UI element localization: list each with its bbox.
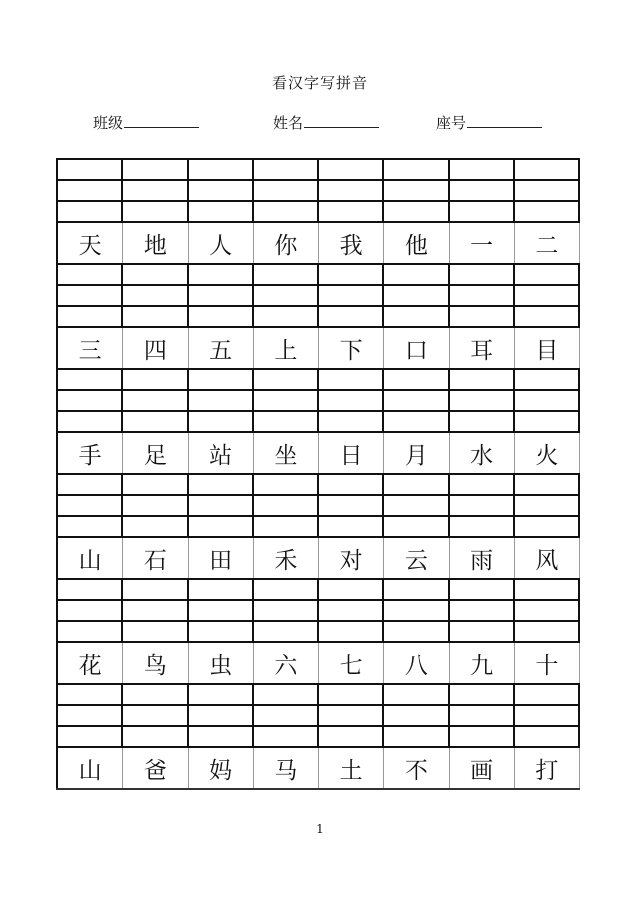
character-cell: 目 (514, 328, 580, 368)
pinyin-cell[interactable] (513, 496, 580, 515)
pinyin-cell[interactable] (513, 685, 580, 704)
character-cell: 地 (122, 223, 187, 263)
pinyin-cell[interactable] (513, 370, 580, 389)
character-cell: 禾 (253, 538, 318, 578)
character-cell: 上 (253, 328, 318, 368)
character-cell: 下 (318, 328, 383, 368)
pinyin-cell[interactable] (56, 160, 121, 179)
pinyin-row (56, 599, 580, 620)
character-cell: 山 (56, 748, 122, 788)
pinyin-cell[interactable] (317, 685, 382, 704)
name-field (273, 112, 379, 133)
pinyin-cell[interactable] (187, 286, 252, 305)
pinyin-cell[interactable] (121, 265, 186, 284)
pinyin-row (56, 389, 580, 410)
pinyin-cell[interactable] (252, 391, 317, 410)
character-cell: 我 (318, 223, 383, 263)
character-cell: 坐 (253, 433, 318, 473)
pinyin-row (56, 683, 580, 704)
pinyin-cell[interactable] (187, 181, 252, 200)
pinyin-cell[interactable] (187, 685, 252, 704)
pinyin-cell[interactable] (317, 181, 382, 200)
pinyin-cell[interactable] (448, 727, 513, 746)
pinyin-cell[interactable] (252, 496, 317, 515)
pinyin-cell[interactable] (513, 391, 580, 410)
pinyin-cell[interactable] (121, 622, 186, 641)
character-cell: 四 (122, 328, 187, 368)
pinyin-cell[interactable] (317, 160, 382, 179)
character-cell: 虫 (188, 643, 253, 683)
character-cell: 对 (318, 538, 383, 578)
pinyin-cell[interactable] (513, 412, 580, 431)
pinyin-cell[interactable] (513, 580, 580, 599)
character-row (56, 326, 580, 368)
name-blank[interactable] (304, 113, 379, 128)
pinyin-cell[interactable] (56, 496, 121, 515)
pinyin-cell[interactable] (382, 202, 447, 221)
character-block (56, 158, 580, 263)
character-row (56, 431, 580, 473)
pinyin-cell[interactable] (317, 517, 382, 536)
pinyin-cell[interactable] (56, 727, 121, 746)
pinyin-cell[interactable] (252, 286, 317, 305)
pinyin-cell[interactable] (121, 286, 186, 305)
pinyin-cell[interactable] (382, 307, 447, 326)
pinyin-cell[interactable] (121, 475, 186, 494)
pinyin-cell[interactable] (187, 706, 252, 725)
pinyin-cell[interactable] (382, 580, 447, 599)
pinyin-cell[interactable] (448, 706, 513, 725)
pinyin-cell[interactable] (252, 475, 317, 494)
pinyin-cell[interactable] (56, 286, 121, 305)
pinyin-cell[interactable] (121, 580, 186, 599)
pinyin-cell[interactable] (252, 370, 317, 389)
pinyin-cell[interactable] (187, 370, 252, 389)
pinyin-cell[interactable] (56, 307, 121, 326)
character-row (56, 746, 580, 788)
pinyin-cell[interactable] (448, 622, 513, 641)
pinyin-cell[interactable] (448, 370, 513, 389)
pinyin-cell[interactable] (317, 706, 382, 725)
seat-label: 座号 (436, 114, 467, 132)
pinyin-row (56, 578, 580, 599)
character-cell: 妈 (188, 748, 253, 788)
pinyin-cell[interactable] (121, 181, 186, 200)
pinyin-cell[interactable] (187, 265, 252, 284)
pinyin-cell[interactable] (187, 307, 252, 326)
pinyin-cell[interactable] (382, 181, 447, 200)
character-cell: 足 (122, 433, 187, 473)
seat-blank[interactable] (467, 113, 542, 128)
pinyin-cell[interactable] (252, 706, 317, 725)
pinyin-cell[interactable] (121, 391, 186, 410)
pinyin-cell[interactable] (382, 391, 447, 410)
character-cell: 耳 (449, 328, 514, 368)
pinyin-cell[interactable] (252, 307, 317, 326)
pinyin-cell[interactable] (317, 601, 382, 620)
character-cell: 石 (122, 538, 187, 578)
pinyin-cell[interactable] (513, 307, 580, 326)
character-cell: 山 (56, 538, 122, 578)
pinyin-cell[interactable] (252, 412, 317, 431)
pinyin-cell[interactable] (317, 727, 382, 746)
pinyin-cell[interactable] (448, 601, 513, 620)
character-cell: 天 (56, 223, 122, 263)
pinyin-cell[interactable] (448, 160, 513, 179)
character-row (56, 536, 580, 578)
pinyin-cell[interactable] (56, 706, 121, 725)
pinyin-cell[interactable] (513, 160, 580, 179)
pinyin-cell[interactable] (121, 496, 186, 515)
pinyin-cell[interactable] (56, 580, 121, 599)
pinyin-cell[interactable] (513, 727, 580, 746)
pinyin-cell[interactable] (513, 517, 580, 536)
pinyin-cell[interactable] (252, 181, 317, 200)
character-cell: 打 (514, 748, 580, 788)
pinyin-cell[interactable] (187, 622, 252, 641)
character-cell: 三 (56, 328, 122, 368)
pinyin-cell[interactable] (56, 370, 121, 389)
character-cell: 二 (514, 223, 580, 263)
pinyin-cell[interactable] (513, 622, 580, 641)
pinyin-cell[interactable] (317, 475, 382, 494)
pinyin-grid (56, 158, 580, 790)
pinyin-cell[interactable] (187, 601, 252, 620)
pinyin-cell[interactable] (382, 370, 447, 389)
pinyin-row (56, 179, 580, 200)
character-cell: 雨 (449, 538, 514, 578)
character-row (56, 221, 580, 263)
pinyin-cell[interactable] (382, 475, 447, 494)
pinyin-row (56, 284, 580, 305)
character-cell: 七 (318, 643, 383, 683)
pinyin-cell[interactable] (56, 181, 121, 200)
class-blank[interactable] (124, 113, 199, 128)
pinyin-cell[interactable] (121, 202, 186, 221)
pinyin-cell[interactable] (448, 181, 513, 200)
pinyin-row (56, 620, 580, 641)
pinyin-cell[interactable] (56, 412, 121, 431)
pinyin-cell[interactable] (252, 580, 317, 599)
pinyin-cell[interactable] (448, 286, 513, 305)
character-cell: 他 (383, 223, 448, 263)
pinyin-cell[interactable] (513, 265, 580, 284)
pinyin-cell[interactable] (121, 370, 186, 389)
pinyin-cell[interactable] (317, 496, 382, 515)
pinyin-cell[interactable] (121, 685, 186, 704)
pinyin-row (56, 368, 580, 389)
pinyin-cell[interactable] (513, 475, 580, 494)
character-cell: 不 (383, 748, 448, 788)
pinyin-cell[interactable] (317, 202, 382, 221)
character-cell: 口 (383, 328, 448, 368)
character-cell: 风 (514, 538, 580, 578)
pinyin-cell[interactable] (382, 286, 447, 305)
pinyin-cell[interactable] (56, 685, 121, 704)
pinyin-cell[interactable] (317, 622, 382, 641)
pinyin-cell[interactable] (56, 475, 121, 494)
pinyin-cell[interactable] (382, 265, 447, 284)
pinyin-cell[interactable] (317, 370, 382, 389)
pinyin-cell[interactable] (187, 580, 252, 599)
pinyin-cell[interactable] (187, 496, 252, 515)
character-cell: 爸 (122, 748, 187, 788)
pinyin-row (56, 494, 580, 515)
pinyin-cell[interactable] (513, 181, 580, 200)
pinyin-row (56, 158, 580, 179)
class-field (93, 112, 199, 133)
character-cell: 人 (188, 223, 253, 263)
character-block (56, 473, 580, 578)
pinyin-cell[interactable] (513, 202, 580, 221)
pinyin-cell[interactable] (252, 622, 317, 641)
pinyin-row (56, 704, 580, 725)
pinyin-cell[interactable] (382, 160, 447, 179)
pinyin-cell[interactable] (56, 265, 121, 284)
character-cell: 画 (449, 748, 514, 788)
pinyin-cell[interactable] (382, 517, 447, 536)
name-label: 姓名 (273, 114, 304, 132)
pinyin-cell[interactable] (382, 601, 447, 620)
pinyin-cell[interactable] (448, 475, 513, 494)
character-cell: 你 (253, 223, 318, 263)
pinyin-cell[interactable] (513, 706, 580, 725)
pinyin-cell[interactable] (317, 307, 382, 326)
pinyin-cell[interactable] (252, 685, 317, 704)
character-cell: 火 (514, 433, 580, 473)
pinyin-cell[interactable] (187, 475, 252, 494)
pinyin-cell[interactable] (187, 160, 252, 179)
pinyin-cell[interactable] (187, 517, 252, 536)
pinyin-cell[interactable] (121, 517, 186, 536)
character-cell: 日 (318, 433, 383, 473)
character-cell: 一 (449, 223, 514, 263)
character-cell: 六 (253, 643, 318, 683)
pinyin-cell[interactable] (187, 412, 252, 431)
pinyin-cell[interactable] (121, 601, 186, 620)
pinyin-cell[interactable] (121, 160, 186, 179)
character-block (56, 683, 580, 788)
character-cell: 五 (188, 328, 253, 368)
page-number: 1 (316, 822, 324, 836)
character-block (56, 578, 580, 683)
pinyin-cell[interactable] (317, 391, 382, 410)
character-cell: 八 (383, 643, 448, 683)
pinyin-cell[interactable] (252, 517, 317, 536)
pinyin-cell[interactable] (317, 286, 382, 305)
worksheet-title: 看汉字写拼音 (271, 74, 368, 92)
pinyin-cell[interactable] (513, 286, 580, 305)
pinyin-row (56, 263, 580, 284)
pinyin-cell[interactable] (448, 265, 513, 284)
grid-bottom-border (56, 788, 580, 790)
character-cell: 土 (318, 748, 383, 788)
pinyin-cell[interactable] (317, 265, 382, 284)
pinyin-cell[interactable] (448, 496, 513, 515)
pinyin-cell[interactable] (252, 265, 317, 284)
pinyin-row (56, 200, 580, 221)
character-cell: 水 (449, 433, 514, 473)
pinyin-cell[interactable] (56, 622, 121, 641)
character-cell: 马 (253, 748, 318, 788)
character-block (56, 263, 580, 368)
seat-field (436, 112, 542, 133)
pinyin-cell[interactable] (382, 496, 447, 515)
pinyin-row (56, 473, 580, 494)
pinyin-row (56, 515, 580, 536)
pinyin-cell[interactable] (382, 706, 447, 725)
character-cell: 云 (383, 538, 448, 578)
character-cell: 站 (188, 433, 253, 473)
pinyin-cell[interactable] (121, 412, 186, 431)
pinyin-row (56, 410, 580, 431)
character-cell: 花 (56, 643, 122, 683)
pinyin-cell[interactable] (121, 307, 186, 326)
pinyin-cell[interactable] (448, 517, 513, 536)
pinyin-cell[interactable] (252, 160, 317, 179)
pinyin-cell[interactable] (513, 601, 580, 620)
pinyin-cell[interactable] (187, 202, 252, 221)
pinyin-cell[interactable] (121, 727, 186, 746)
pinyin-cell[interactable] (317, 412, 382, 431)
character-row (56, 641, 580, 683)
pinyin-cell[interactable] (56, 517, 121, 536)
character-block (56, 368, 580, 473)
pinyin-cell[interactable] (382, 622, 447, 641)
pinyin-cell[interactable] (56, 391, 121, 410)
pinyin-cell[interactable] (382, 727, 447, 746)
pinyin-cell[interactable] (448, 580, 513, 599)
pinyin-cell[interactable] (448, 685, 513, 704)
pinyin-cell[interactable] (252, 727, 317, 746)
pinyin-cell[interactable] (56, 202, 121, 221)
pinyin-cell[interactable] (382, 685, 447, 704)
character-cell: 手 (56, 433, 122, 473)
pinyin-cell[interactable] (448, 412, 513, 431)
pinyin-cell[interactable] (121, 706, 186, 725)
pinyin-cell[interactable] (252, 601, 317, 620)
pinyin-row (56, 725, 580, 746)
character-cell: 九 (449, 643, 514, 683)
pinyin-cell[interactable] (448, 202, 513, 221)
pinyin-cell[interactable] (317, 580, 382, 599)
class-label: 班级 (93, 114, 124, 132)
pinyin-cell[interactable] (448, 307, 513, 326)
pinyin-row (56, 305, 580, 326)
pinyin-cell[interactable] (187, 727, 252, 746)
pinyin-cell[interactable] (448, 391, 513, 410)
pinyin-cell[interactable] (252, 202, 317, 221)
pinyin-cell[interactable] (56, 601, 121, 620)
character-cell: 鸟 (122, 643, 187, 683)
pinyin-cell[interactable] (382, 412, 447, 431)
character-cell: 田 (188, 538, 253, 578)
character-cell: 月 (383, 433, 448, 473)
pinyin-cell[interactable] (187, 391, 252, 410)
character-cell: 十 (514, 643, 580, 683)
